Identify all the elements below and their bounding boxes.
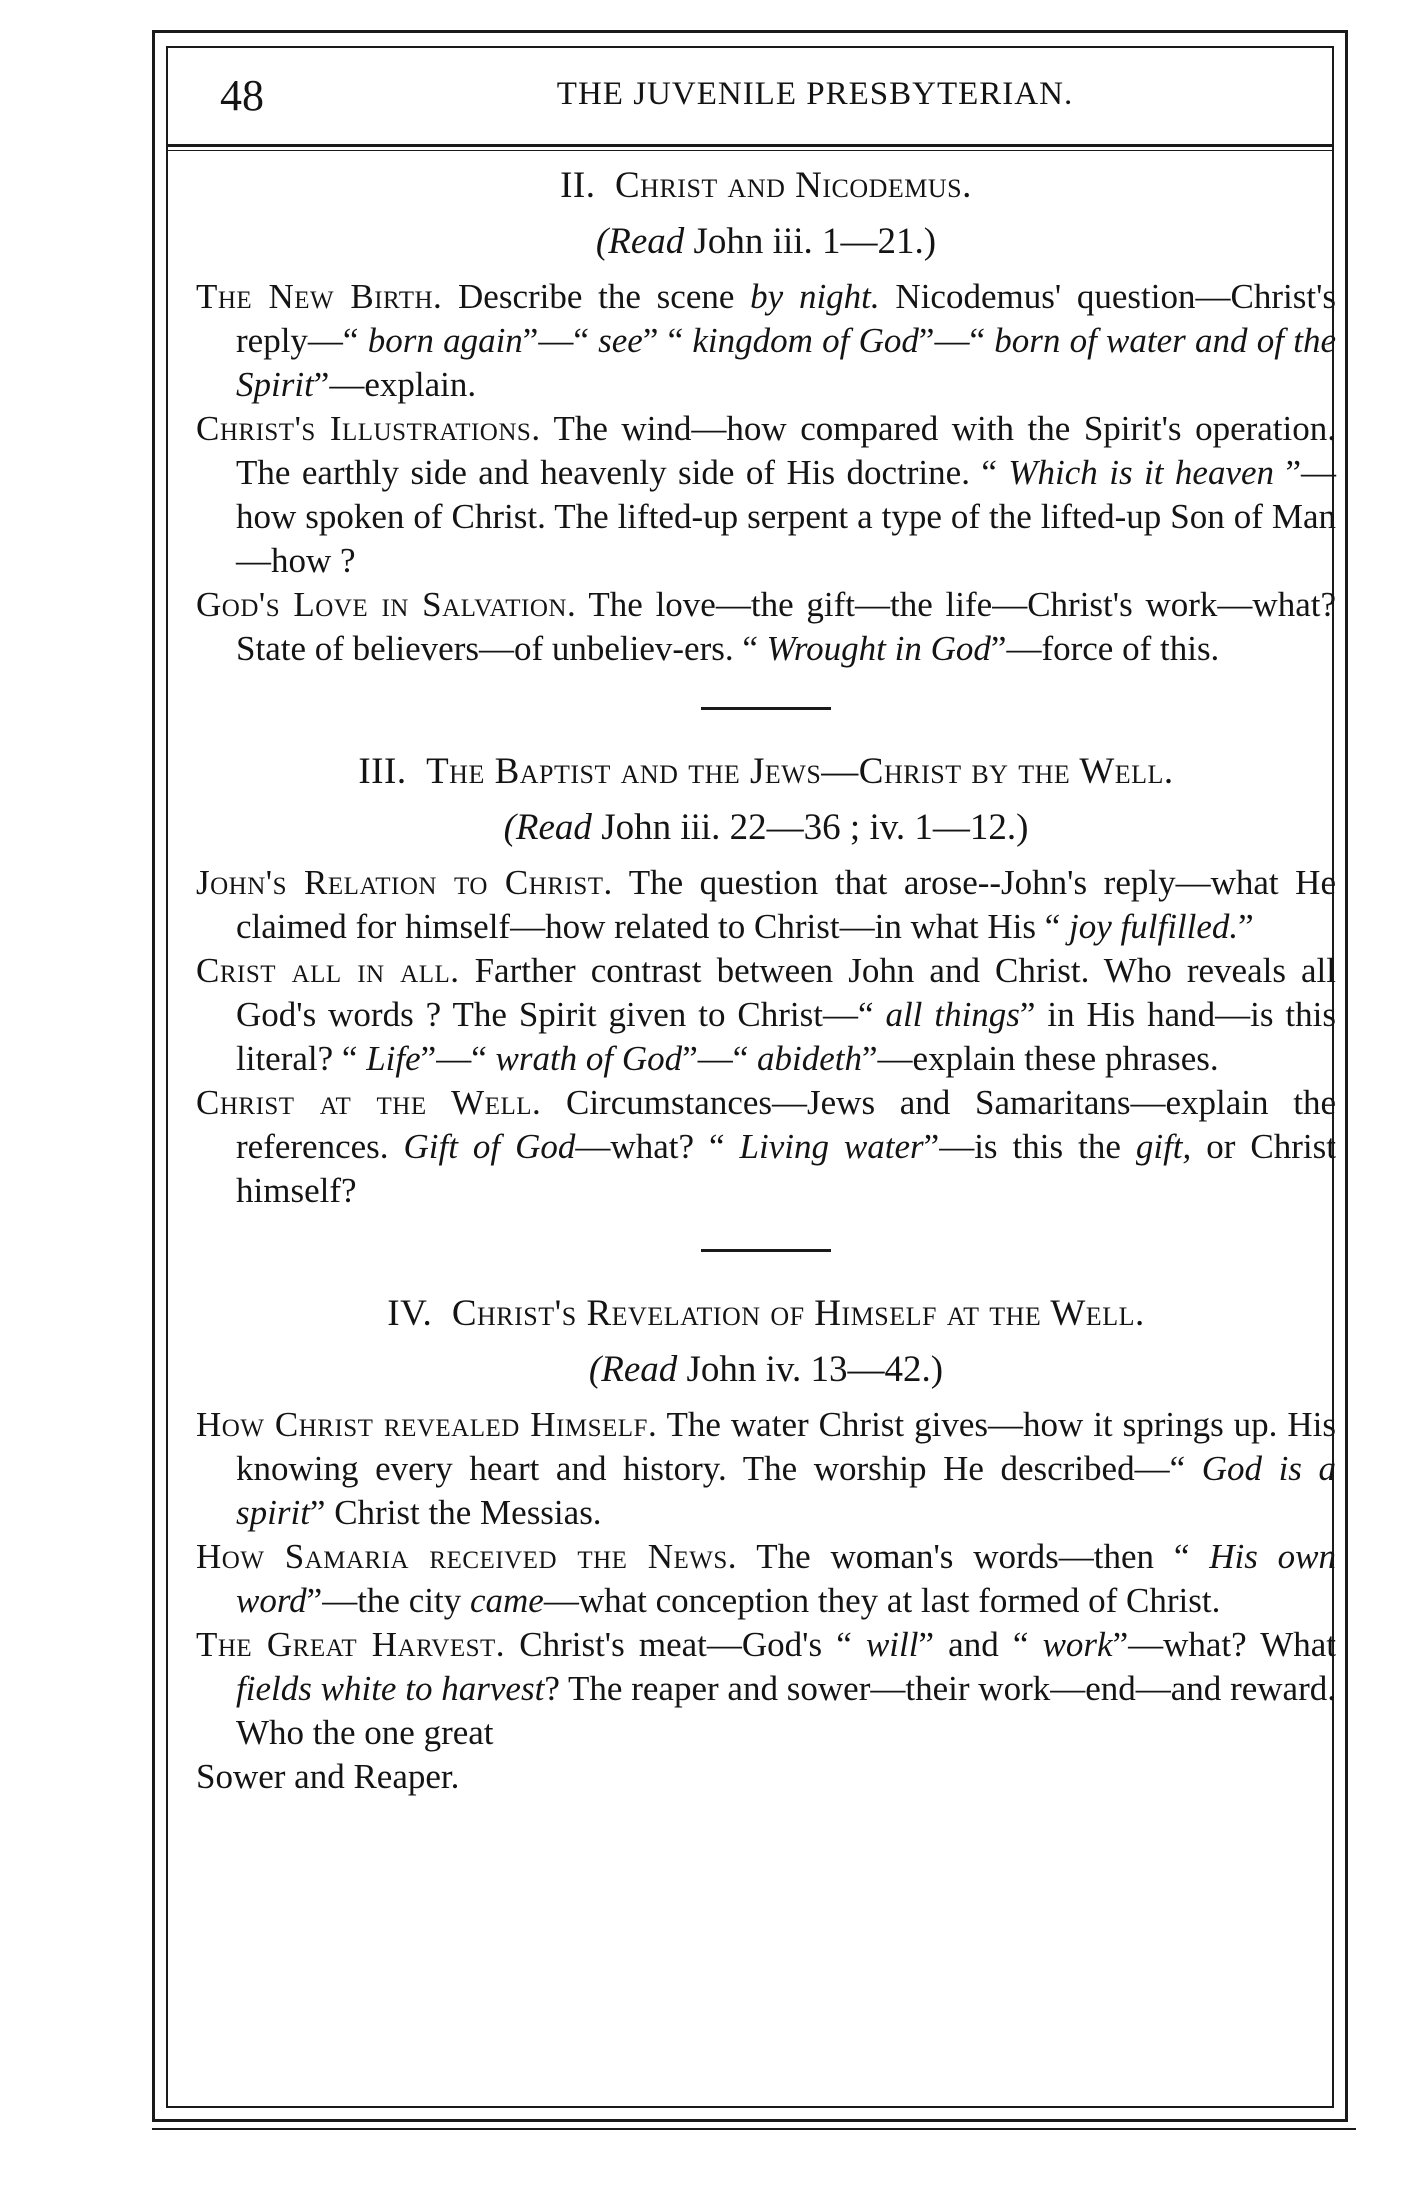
topic-text: ”—“ (522, 321, 599, 360)
emphasis-phrase: Wrought in God (766, 629, 991, 668)
emphasis-phrase: Living water (739, 1127, 924, 1166)
topic-text: Describe the scene (442, 277, 751, 316)
lesson-section (196, 1290, 1336, 1799)
section-title: Christ and Nicodemus. (615, 165, 972, 206)
topic-lead: John's Relation to Christ. (196, 863, 613, 902)
topic-text: ”—explain these phrases. (862, 1039, 1219, 1078)
section-number: III. (358, 751, 407, 792)
topic-text: ”—is this the (923, 1127, 1136, 1166)
section-divider (701, 1249, 831, 1252)
topic-text: The love—the gift—the life—Christ's work—what? State of believers—of unbeliev-ers. “ (236, 585, 1336, 668)
read-prefix: (Read (588, 1349, 678, 1390)
topic-text: ”—the city (306, 1581, 470, 1620)
emphasis-phrase: joy fulfilled. (1069, 907, 1239, 946)
topic-text: ”—how spoken of Christ. The lifted-up serpent a type of the lifted-up Son of Man—how ? (236, 453, 1336, 580)
section-heading (196, 1290, 1336, 1338)
topic-text: ? The reaper and sower—their work—end—and reward. Who the one great (236, 1669, 1336, 1752)
topic-lead: How Samaria received the News. (196, 1537, 738, 1576)
topic-text: The woman's words—then “ (737, 1537, 1210, 1576)
emphasis-phrase: Life (366, 1039, 421, 1078)
topic-text: The question that arose--John's reply—what He claimed for himself—how related to Christ—in what His “ (236, 863, 1336, 946)
topic-lead: How Christ revealed Himself. (196, 1405, 658, 1444)
section-title: Christ's Revelation of Himself at the Well. (451, 1293, 1145, 1334)
emphasis-phrase: born again (367, 321, 523, 360)
lesson-section (196, 162, 1336, 671)
topic-text: Christ's meat—God's “ (505, 1625, 866, 1664)
section-number: II. (560, 165, 596, 206)
emphasis-phrase: will (865, 1625, 919, 1664)
read-reference: John iii. 1—21.) (684, 221, 937, 262)
section-heading (196, 162, 1336, 210)
topic-text: Circumstances—Jews and Samaritans—explain the references. (236, 1083, 1336, 1166)
topic-text: ” and “ (918, 1625, 1043, 1664)
bottom-rule (152, 2128, 1356, 2130)
emphasis-phrase: all things (885, 995, 1020, 1034)
topic-paragraph (196, 407, 1336, 583)
emphasis-phrase: work (1042, 1625, 1113, 1664)
topic-paragraph (196, 1403, 1336, 1535)
emphasis-phrase: see (598, 321, 643, 360)
lesson-section (196, 748, 1336, 1213)
topic-text: ” (1238, 907, 1254, 946)
topic-text: —what conception they at last formed of Christ. (543, 1581, 1221, 1620)
topic-text: ”—“ (420, 1039, 496, 1078)
page-number: 48 (220, 71, 264, 120)
section-heading (196, 748, 1336, 796)
topic-text: ”—“ (918, 321, 995, 360)
topic-lead: God's Love in Salvation. (196, 585, 577, 624)
section-divider (701, 707, 831, 710)
topic-lead: Crist all in all. (196, 951, 460, 990)
emphasis-phrase: born of water and of the Spirit (236, 321, 1336, 404)
emphasis-phrase: came (469, 1581, 544, 1620)
read-reference: John iii. 22—36 ; iv. 1—12.) (591, 807, 1029, 848)
emphasis-phrase: by night. (750, 277, 880, 316)
topic-paragraph (196, 1535, 1336, 1623)
topic-text: ”—“ (682, 1039, 758, 1078)
topic-text: —what? “ (575, 1127, 740, 1166)
header-rule-thin (166, 150, 1334, 151)
closing-line: Sower and Reaper. (196, 1757, 460, 1796)
emphasis-phrase: abideth (757, 1039, 862, 1078)
topic-text: ” Christ the Messias. (309, 1493, 602, 1532)
running-head: THE JUVENILE PRESBYTERIAN. (556, 76, 1074, 112)
topic-text: ” in His hand—is this literal? “ (236, 995, 1336, 1078)
topic-text: ”—explain. (313, 365, 477, 404)
topic-lead: The Great Harvest. (196, 1625, 506, 1664)
topic-paragraph (196, 1623, 1336, 1755)
topic-lead: Christ's Illustrations. (196, 409, 541, 448)
scripture-reference (196, 1348, 1336, 1391)
topic-text: Nicodemus' question—Christ's reply—“ (236, 277, 1336, 360)
emphasis-phrase: fields white to harvest (236, 1669, 545, 1708)
emphasis-phrase: gift, (1135, 1127, 1192, 1166)
topic-text: ”—force of this. (990, 629, 1220, 668)
topic-lead: The New Birth. (196, 277, 443, 316)
topic-paragraph (196, 1081, 1336, 1213)
scripture-reference (196, 806, 1336, 849)
read-prefix: (Read (503, 807, 592, 848)
emphasis-phrase: kingdom of God (692, 321, 919, 360)
topic-paragraph (196, 861, 1336, 949)
topic-paragraph (196, 583, 1336, 671)
read-reference: John iv. 13—42.) (677, 1349, 944, 1390)
emphasis-phrase: Which is it heaven (1008, 453, 1275, 492)
topic-text: ” “ (642, 321, 693, 360)
topic-lead: Christ at the Well. (196, 1083, 542, 1122)
header-rule (166, 144, 1334, 147)
section-number: IV. (387, 1293, 433, 1334)
topic-text: or Christ himself? (236, 1127, 1336, 1210)
emphasis-phrase: wrath of God (495, 1039, 683, 1078)
topic-text: The water Christ gives—how it springs up. His knowing every heart and history. The worship He described—“ (236, 1405, 1337, 1488)
topic-paragraph (196, 275, 1336, 407)
lesson-body (196, 162, 1336, 2092)
topic-text: ”—what? What (1112, 1625, 1337, 1664)
topic-text: The wind—how compared with the Spirit's operation. The earthly side and heavenly side of His doctrine. “ (236, 409, 1337, 492)
emphasis-phrase: His own word (236, 1537, 1336, 1620)
read-prefix: (Read (595, 221, 685, 262)
scripture-reference (196, 220, 1336, 263)
topic-paragraph (196, 949, 1336, 1081)
emphasis-phrase: God is a spirit (236, 1449, 1336, 1532)
section-title: The Baptist and the Jews—Christ by the Well. (426, 751, 1174, 792)
topic-text: Farther contrast between John and Christ. Who reveals all God's words ? The Spirit given to Christ—“ (236, 951, 1337, 1034)
emphasis-phrase: Gift of God (403, 1127, 576, 1166)
